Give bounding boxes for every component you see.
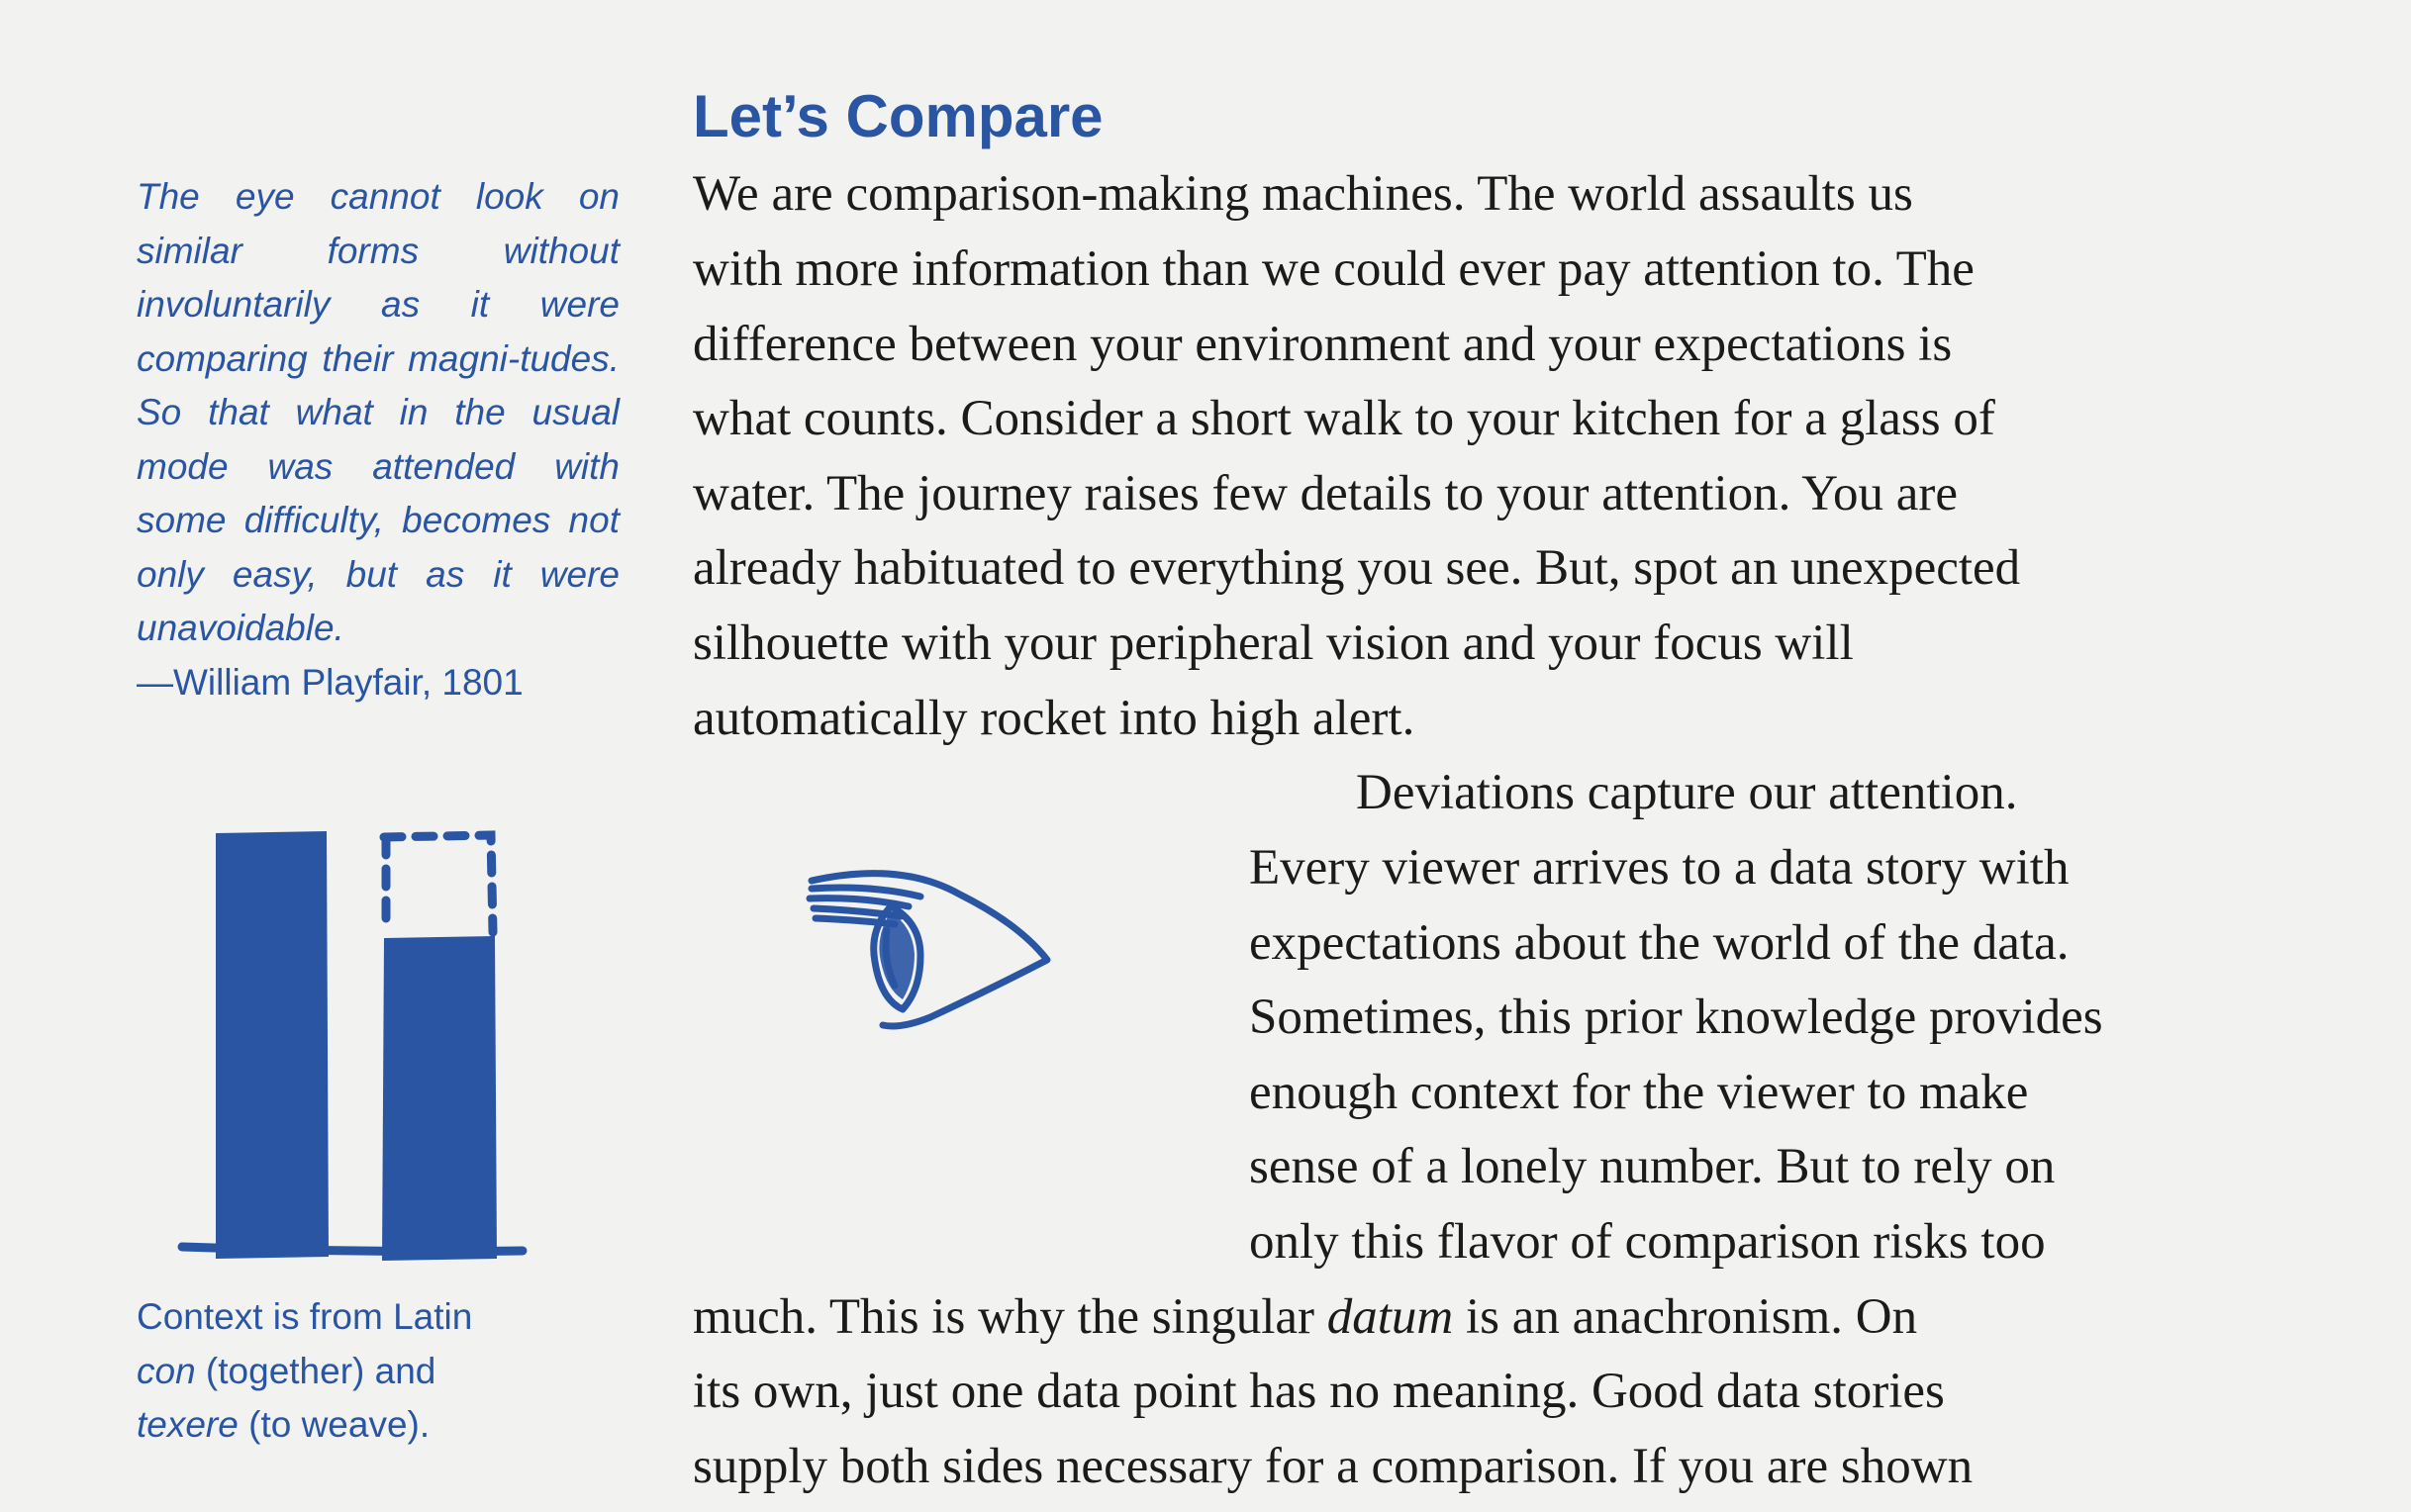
body-line: with more information than we could ever pay attention to. The (693, 241, 1975, 297)
body-line: only this flavor of comparison risks too (1249, 1214, 2046, 1270)
datum-before: much. This is why the singular (693, 1289, 1327, 1345)
caption-line (137, 1345, 592, 1399)
eye-icon (792, 851, 1079, 1049)
body-line-datum (693, 1287, 1917, 1347)
body-line: Deviations capture our attention. (1356, 765, 2018, 820)
sidenote-quote (137, 170, 620, 709)
body-line: We are comparison-making machines. The world assaults us (693, 166, 1913, 222)
datum-word: datum (1326, 1289, 1454, 1345)
sidenote-attribution: —William Playfair, 1801 (137, 661, 524, 703)
body-line: Sometimes, this prior knowledge provides (1249, 990, 2103, 1045)
body-line: already habituated to everything you see. But, spot an unexpected (693, 540, 2021, 596)
sidenote-quote-text: The eye cannot look on similar forms without involuntarily as it were comparing their magni-tudes. So that what in the usual mode was attended with some difficulty, becomes not only easy, but as it were unavoidable. (137, 176, 620, 648)
datum-after: is an anachronism. On (1453, 1289, 1918, 1345)
body-line: automatically rocket into high alert. (693, 691, 1415, 746)
body-line: enough context for the viewer to make (1249, 1065, 2029, 1120)
caption-line: Context is from Latin (137, 1296, 473, 1337)
caption-text: (to weave). (238, 1404, 431, 1445)
body-line: silhouette with your peripheral vision and your focus will (693, 615, 1854, 671)
caption-italic: texere (137, 1404, 239, 1445)
body-line: its own, just one data point has no meaning. Good data stories (693, 1364, 1945, 1419)
body-line: expectations about the world of the data. (1249, 915, 2070, 971)
section-heading: Let’s Compare (693, 83, 1104, 149)
body-line: supply both sides necessary for a comparison. If you are shown (693, 1439, 1974, 1494)
body-line: water. The journey raises few details to your attention. You are (693, 466, 1958, 521)
caption-line (137, 1398, 592, 1453)
body-line: difference between your environment and your expectations is (693, 317, 1953, 372)
body-line: sense of a lonely number. But to rely on (1249, 1139, 2056, 1194)
caption-italic: con (137, 1350, 196, 1391)
body-line: what counts. Consider a short walk to your kitchen for a glass of (693, 391, 1995, 446)
bar-chart-comparison-icon (168, 821, 534, 1267)
body-line: Every viewer arrives to a data story with (1249, 840, 2070, 896)
caption-text: (together) and (195, 1350, 436, 1391)
figure-caption (137, 1290, 592, 1453)
